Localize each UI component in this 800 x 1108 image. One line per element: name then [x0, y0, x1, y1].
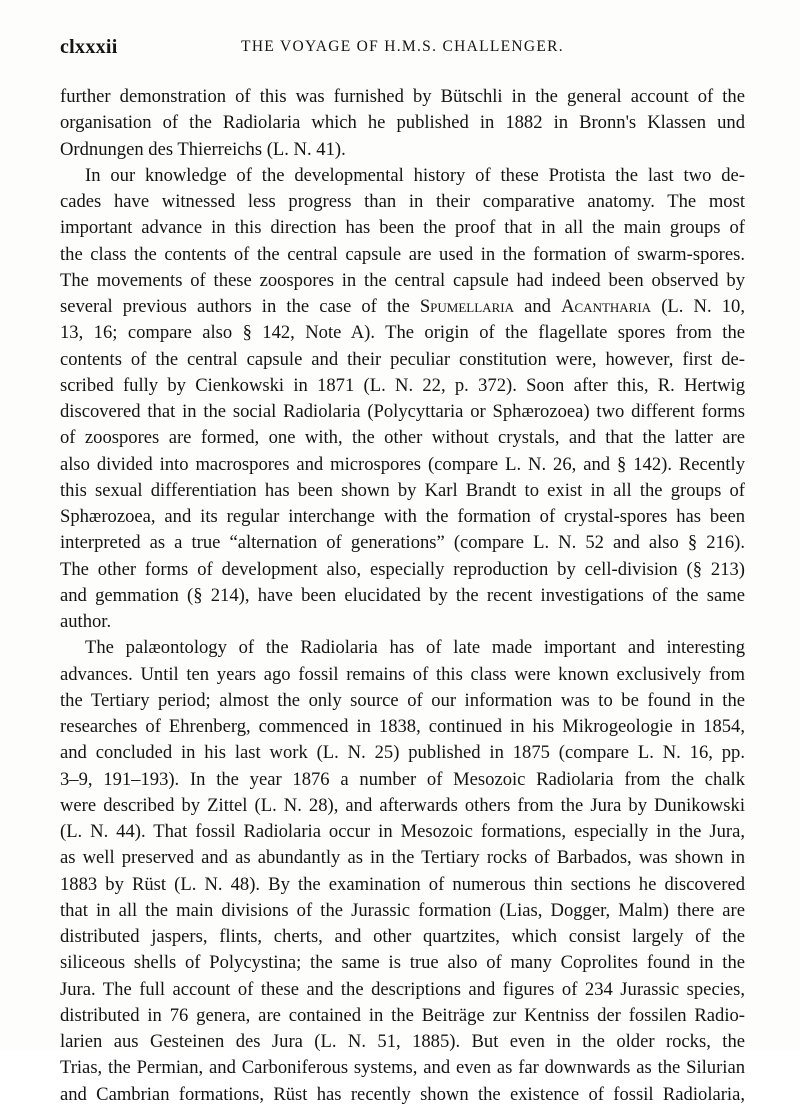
text-line: distributed in 76 genera, are contained in the Beiträge zur Kentniss der fossilen Radio- [60, 1004, 745, 1026]
text-line: The palæontology of the Radiolaria has of late made important and interesting [85, 637, 745, 659]
text-line: were described by Zittel (L. N. 28), and afterwards others from the Jura by Dunikowski [60, 794, 745, 816]
text-line: and concluded in his last work (L. N. 25) published in 1875 (compare L. N. 16, pp. [60, 742, 745, 764]
paragraph [60, 635, 745, 1108]
text-line: Sphærozoea, and its regular interchange with the formation of crystal-spores has been [60, 506, 745, 527]
text-line: as well preserved and as abundantly as in the Tertiary rocks of Barbados, was shown in [60, 847, 745, 869]
text-line: scribed fully by Cienkowski in 1871 (L. N. 22, p. 372). Soon after this, R. Hertwig [60, 374, 745, 396]
paragraph [60, 84, 745, 163]
text-segment: and [513, 296, 562, 317]
text-line: that in all the main divisions of the Jurassic formation (Lias, Dogger, Malm) there are [60, 899, 745, 921]
text-line: researches of Ehrenberg, commenced in 1838, continued in his Mikrogeologie in 1854, [60, 716, 745, 737]
text-line: further demonstration of this was furnished by Bütschli in the general account of the [60, 86, 745, 107]
text-line: Trias, the Permian, and Carboniferous systems, and even as far downwards as the Silurian [60, 1057, 745, 1079]
text-line: In our knowledge of the developmental history of these Protista the last two de- [85, 164, 745, 186]
text-line: of zoospores are formed, one with, the other without crystals, and that the latter are [60, 427, 745, 449]
text-line [60, 294, 745, 320]
body-text [60, 84, 745, 1108]
text-line: author. [60, 611, 112, 632]
text-line: advances. Until ten years ago fossil remains of this class were known exclusively from [60, 663, 745, 685]
text-line: the Tertiary period; almost the only source of our information was to be found in the [60, 689, 745, 711]
paragraph [60, 163, 745, 636]
text-line: and gemmation (§ 214), have been elucidated by the recent investigations of the same [60, 584, 745, 606]
text-line: important advance in this direction has been the proof that in all the main groups of [60, 217, 745, 239]
running-title: THE VOYAGE OF H.M.S. CHALLENGER. [241, 38, 564, 55]
text-line: contents of the central capsule and their peculiar constitution were, however, first de- [60, 348, 745, 370]
text-line: siliceous shells of Polycystina; the same is true also of many Coprolites found in the [60, 952, 745, 974]
taxon-name: Spumellaria [419, 296, 514, 317]
text-line: The movements of these zoospores in the central capsule had indeed been observed by [60, 269, 745, 291]
text-line: this sexual differentiation has been shown by Karl Brandt to exist in all the groups of [60, 479, 745, 501]
text-line: the class the contents of the central capsule are used in the formation of swarm-spores. [60, 243, 745, 265]
text-segment: (L. N. 10, [651, 296, 745, 317]
text-line: cades have witnessed less progress than in their comparative anatomy. The most [60, 191, 745, 212]
text-line: 1883 by Rüst (L. N. 48). By the examination of numerous thin sections he discovered [60, 873, 745, 895]
text-line: (L. N. 44). That fossil Radiolaria occur in Mesozoic formations, especially in the Jura, [60, 821, 745, 842]
text-line: The other forms of development also, especially reproduction by cell-division (§ 213) [60, 558, 745, 580]
text-line: larien aus Gesteinen des Jura (L. N. 51, 1885). But even in the older rocks, the [60, 1031, 745, 1052]
running-head [60, 36, 745, 60]
text-line: organisation of the Radiolaria which he published in 1882 in Bronn's Klassen und [60, 112, 745, 134]
text-line: discovered that in the social Radiolaria (Polycyttaria or Sphærozoea) two different forms [60, 401, 745, 422]
text-line: Ordnungen des Thierreichs (L. N. 41). [60, 138, 346, 160]
text-line: 13, 16; compare also § 142, Note A). The origin of the flagellate spores from the [60, 322, 745, 344]
text-segment: several previous authors in the case of the [60, 296, 420, 317]
text-line: Jura. The full account of these and the descriptions and figures of 234 Jurassic species, [60, 978, 745, 1000]
taxon-name: Acantharia [561, 296, 652, 317]
text-line: also divided into macrospores and microspores (compare L. N. 26, and § 142). Recently [60, 453, 745, 475]
text-line: and Cambrian formations, Rüst has recently shown the existence of fossil Radiolaria, [60, 1083, 745, 1105]
page-number: clxxxii [60, 36, 118, 58]
text-line: distributed jaspers, flints, cherts, and other quartzites, which consist largely of the [60, 926, 745, 947]
text-line: interpreted as a true “alternation of generations” (compare L. N. 52 and also § 216). [60, 532, 745, 554]
text-line: 3–9, 191–193). In the year 1876 a number of Mesozoic Radiolaria from the chalk [60, 768, 745, 790]
